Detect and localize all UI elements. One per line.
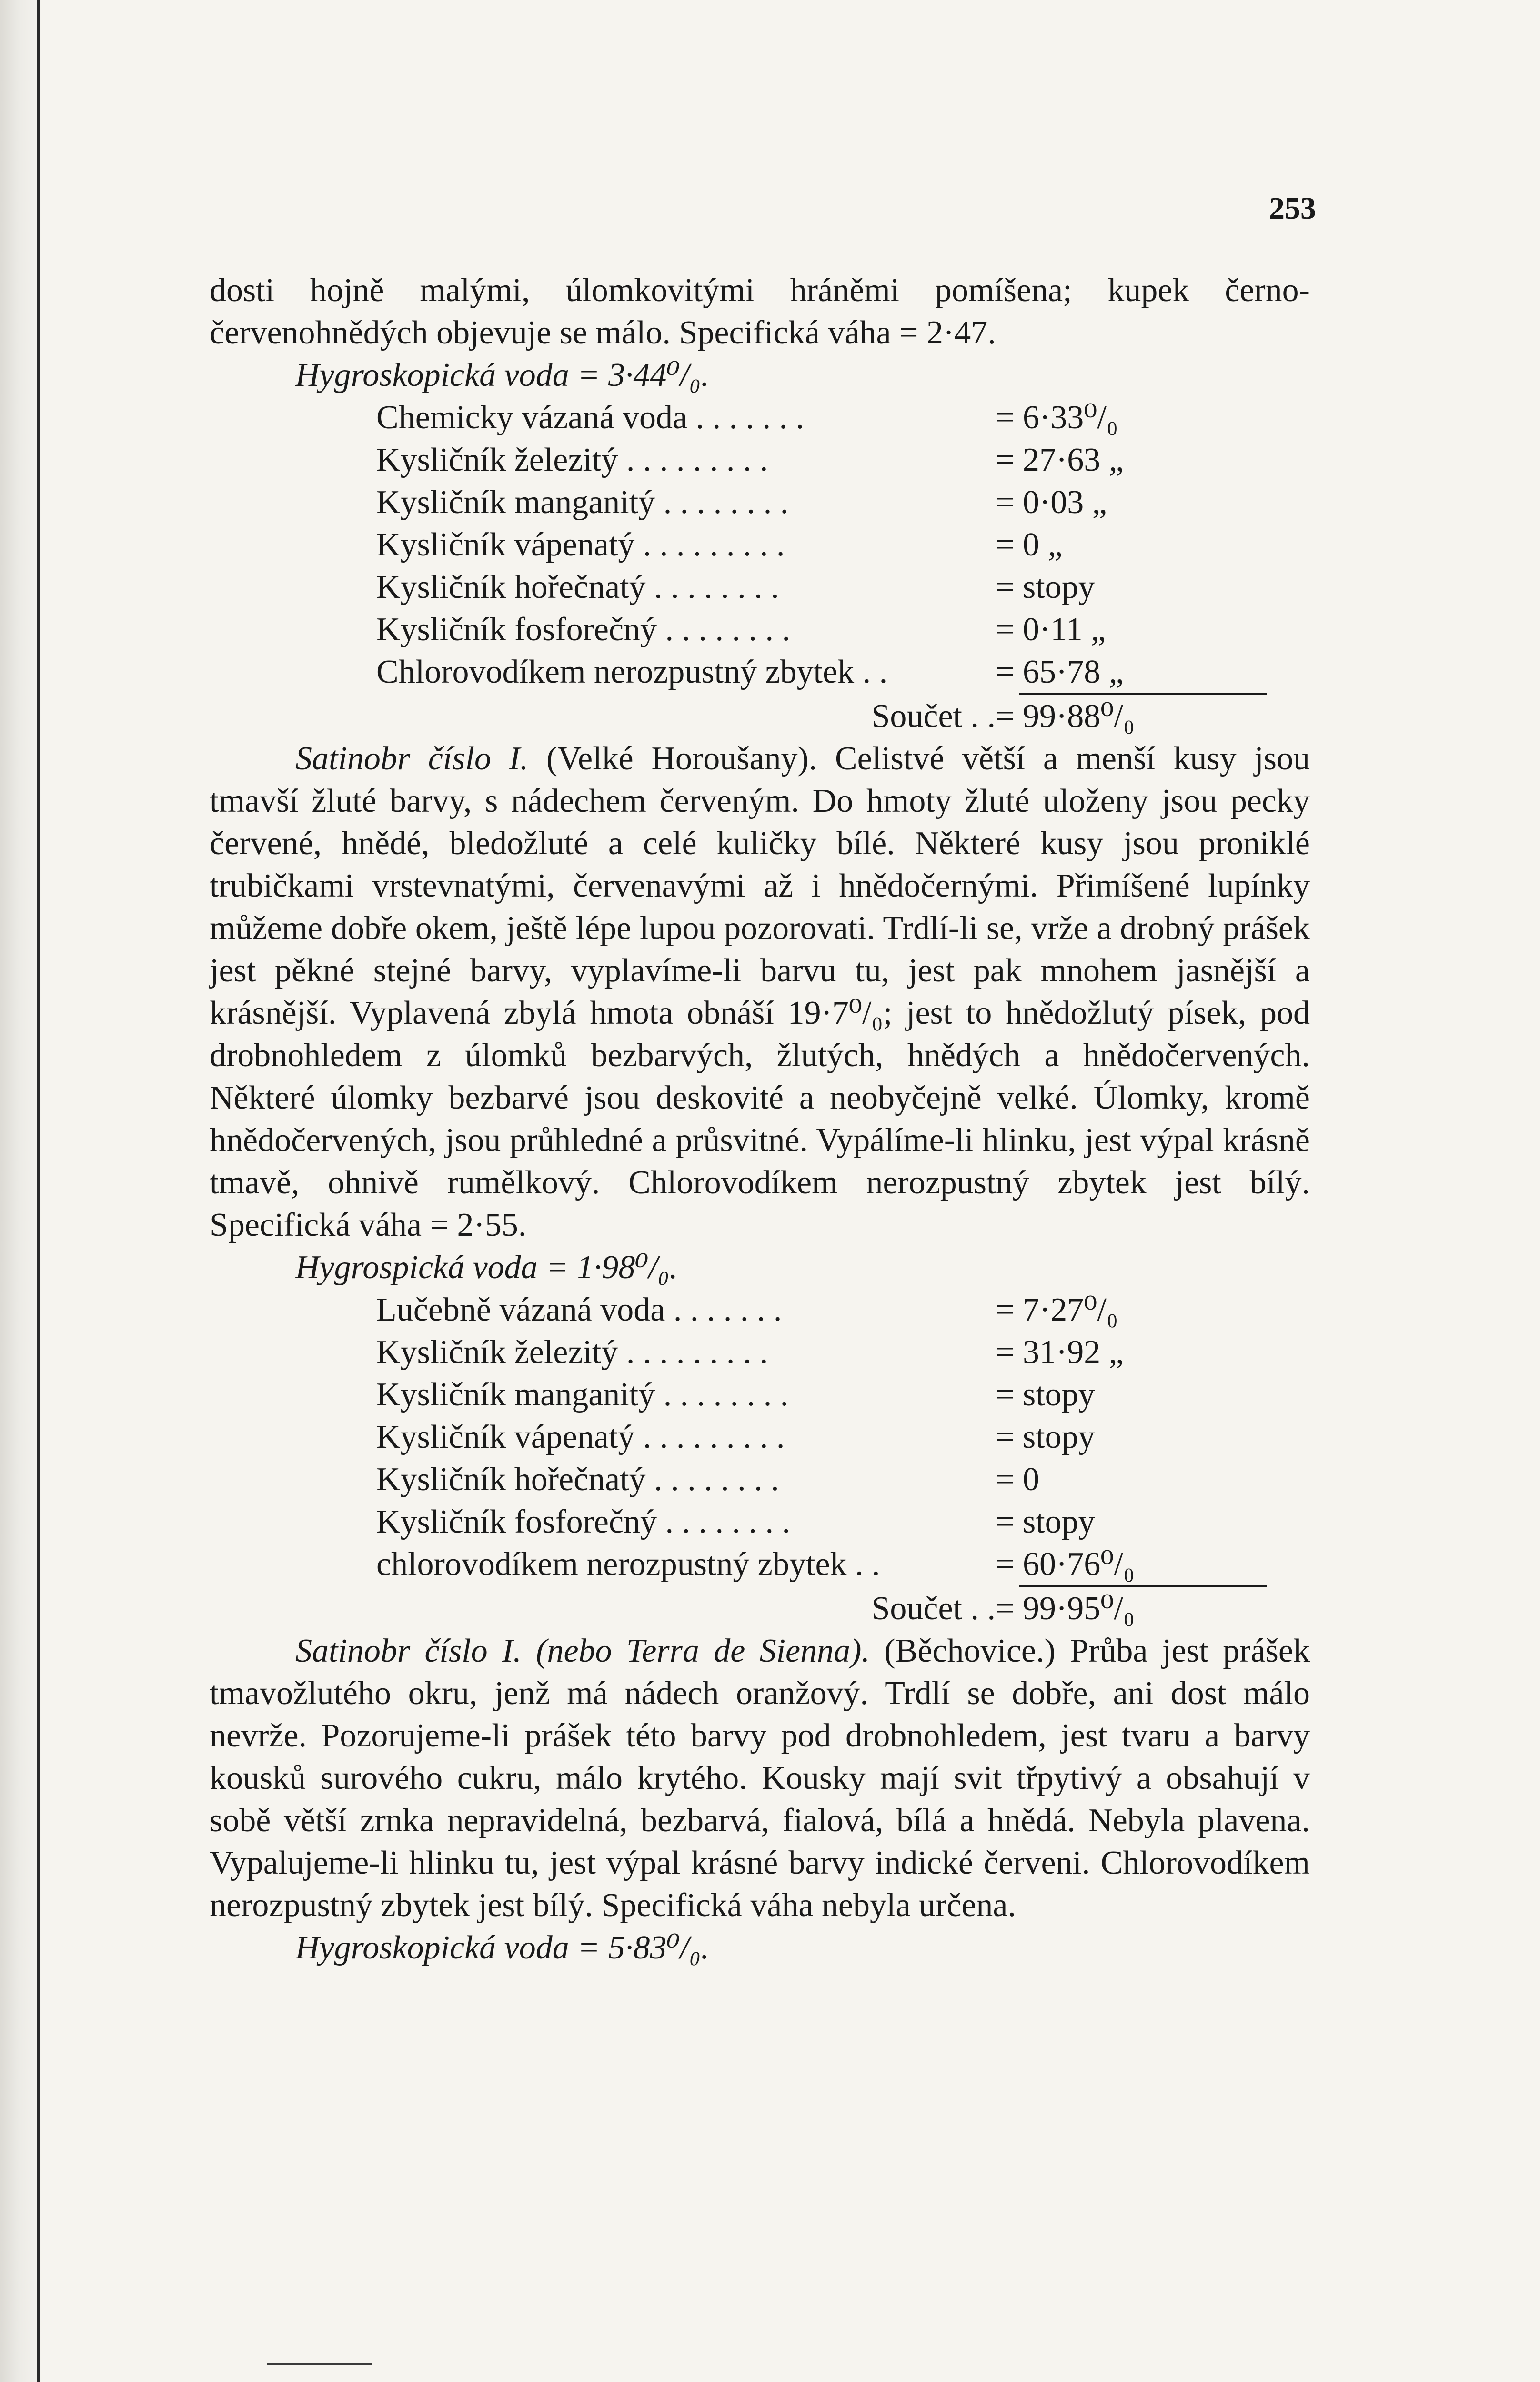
table-row: Kysličník vápenatý . . . . . . . . . = 0 „ — [376, 526, 1063, 563]
sample-title-1: Satinobr číslo I. — [295, 740, 529, 777]
table-row: chlorovodíkem nerozpustný zbytek . . = 60·76⁰/₀ — [376, 1546, 1135, 1583]
table-row: Kysličník fosforečný . . . . . . . . = 0·11 „ — [376, 611, 1106, 648]
table-row: Chlorovodíkem nerozpustný zbytek . . = 65·78 „ — [376, 654, 1124, 690]
table-row: Kysličník manganitý . . . . . . . . = stopy — [376, 1376, 1095, 1413]
page-binding-edge — [37, 0, 40, 2382]
hygroscopic-water-1: Hygroskopická voda = 3·44⁰/₀. — [295, 357, 709, 394]
table-row: Kysličník hořečnatý . . . . . . . . = 0 — [376, 1461, 1039, 1498]
analysis-table-1 — [210, 396, 1310, 737]
table-row: Chemicky vázaná voda . . . . . . . = 6·33⁰/₀ — [376, 399, 1118, 436]
table-row: Kysličník vápenatý . . . . . . . . . = stopy — [376, 1419, 1095, 1455]
table-row: Kysličník hořečnatý . . . . . . . . = stopy — [376, 569, 1095, 606]
paragraph-3: Satinobr číslo I. (nebo Terra de Sienna). (Běchovice.) Průba jest prášek tmavožlutého okru, jenž má nádech oranžový. Trdlí se dobře, ani dost málo nevrže. Pozorujeme-li prášek této barvy pod drobnohledem, jest tvaru a barvy kousků surového cukru, málo krytého. Kousky mají svit třpytivý a obsahují v sobě větší zrnka nepravidelná, bezbarvá, fialová, bílá a hnědá. Nebyla plavena. Vypalujeme-li hlinku tu, jest výpal krásné barvy indické červeni. Chlorovodíkem nerozpustný zbytek jest bílý. Specifická váha nebyla určena. — [210, 1633, 1310, 1924]
page-number: 253 — [1269, 191, 1316, 226]
table-row: Kysličník fosforečný . . . . . . . . = stopy — [376, 1504, 1095, 1540]
table-row: Kysličník manganitý . . . . . . . . = 0·03 „ — [376, 484, 1107, 521]
sum-row: Součet . . = 99·95⁰/₀ — [871, 1590, 1135, 1627]
page-spine-shadow — [0, 0, 43, 2382]
paragraph-2: Satinobr číslo I. (Velké Horoušany). Celistvé větší a menší kusy jsou tmavší žluté barvy, s nádechem červeným. Do hmoty žluté uloženy jsou pecky červené, hnědé, bledožluté a celé kuličky bílé. Některé kusy jsou proniklé trubičkami vrstevnatými, červenavými až i hnědočernými. Přimíšené lupínky můžeme dobře okem, ještě lépe lupou pozorovati. Trdlí-li se, vrže a drobný prášek jest pěkné stejné barvy, vyplavíme-li barvu tu, jest pak mnohem jasnější a krásnější. Vyplavená zbylá hmota obnáší 19·7⁰/₀; jest to hnědožlutý písek, pod drobnohledem z úlomků bezbarvých, žlutých, hnědých a hnědočervených. Některé úlomky bezbarvé jsou deskovité a neobyčejně velké. Úlomky, kromě hnědočervených, jsou průhledné a průsvitné. Vypálíme-li hlinku, jest výpal krásně tmavě, ohnivě rumělkový. Chlorovodíkem nerozpustný zbytek jest bílý. Specifická váha = 2·55. — [210, 740, 1310, 1243]
analysis-table-2 — [210, 1289, 1310, 1630]
table-row: Kysličník železitý . . . . . . . . . = 31·92 „ — [376, 1334, 1124, 1371]
hygroscopic-water-3: Hygroskopická voda = 5·83⁰/₀. — [295, 1929, 709, 1966]
sum-row: Součet . . = 99·88⁰/₀ — [871, 698, 1135, 735]
page-body — [210, 269, 1310, 1969]
footer-dash-mark — [267, 2363, 372, 2365]
paragraph-1: dosti hojně malými, úlomkovitými hráněmi pomíšena; kupek černo-červenohnědých objevuje se málo. Specifická váha = 2·47. — [210, 272, 1310, 351]
table-row: Kysličník železitý . . . . . . . . . = 27·63 „ — [376, 442, 1124, 478]
sample-title-2: Satinobr číslo I. (nebo Terra de Sienna). — [295, 1633, 870, 1669]
table-row: Lučebně vázaná voda . . . . . . . = 7·27⁰/₀ — [376, 1292, 1118, 1328]
hygroscopic-water-2: Hygrospická voda = 1·98⁰/₀. — [295, 1249, 678, 1286]
